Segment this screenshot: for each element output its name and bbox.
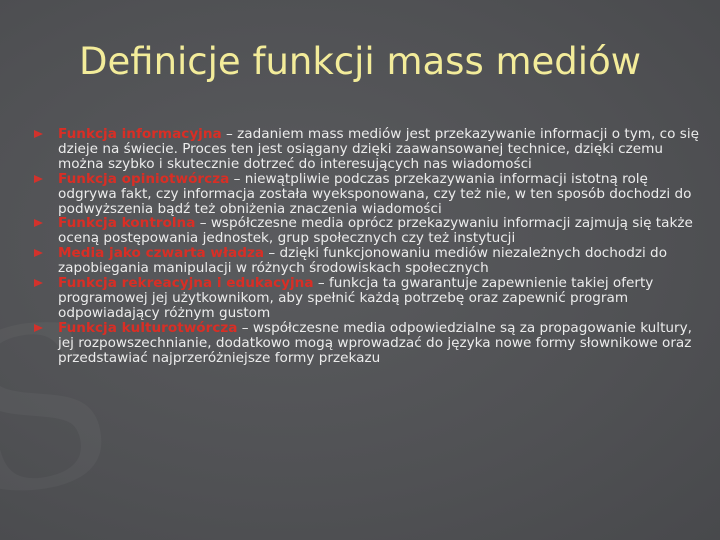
bullet-text: – niewątpliwie podczas przekazywania informacji istotną rolę odgrywa fakt, czy informacja została wyeksponowana, czy też nie, w ten sposób dochodzi do podwyższenia bądź też obniżenia znaczenia wiadomości: [58, 170, 692, 217]
bullet-text: – dzięki funkcjonowaniu mediów niezależnych dochodzi do zapobiegania manipulacji w różnych środowiskach społecznych: [58, 245, 668, 277]
bullet-term: Funkcja kulturotwórcza: [58, 319, 238, 336]
bullet-arrow-icon: [34, 324, 43, 332]
bullet-item: [34, 172, 700, 217]
bullet-text: – funkcja ta gwarantuje zapewnienie takiej oferty programowej jej użytkownikom, aby spełnić każdą potrzebę oraz zapewnić program odpowiadający różnym gustom: [58, 275, 654, 321]
bullet-text: – współczesne media oprócz przekazywaniu informacji zajmują się także oceną postępowania jednostek, grup społecznych czy też instytucji: [58, 215, 693, 247]
bullet-term: Funkcja informacyjna: [58, 126, 222, 142]
bullet-arrow-icon: [34, 219, 43, 227]
bullet-arrow-icon: [34, 175, 43, 183]
bullet-item: [34, 321, 700, 366]
slide-title: Definicje funkcji mass mediów: [79, 40, 641, 83]
bullet-arrow-icon: [34, 279, 43, 287]
bullet-arrow-icon: [34, 249, 43, 257]
bullet-item: [34, 216, 700, 246]
bullet-item: [34, 276, 700, 321]
bullet-item: [34, 246, 700, 276]
bullet-text: – współczesne media odpowiedzialne są za propagowanie kultury, jej rozpowszechnianie, dodatkowo mogą wprowadzać do języka nowe formy słownikowe oraz przedstawiać najprzeróżniejsze formy przekazu: [58, 319, 692, 366]
bullet-term: Media jako czwarta władza: [58, 245, 265, 262]
bullet-text: – zadaniem mass mediów jest przekazywanie informacji o tym, co się dzieje na świecie. Proces ten jest osiągany dzięki zaawansowanej technice, dzięki czemu można szybko i skutecznie dotrzeć do interesujących nas wiadomości: [58, 126, 699, 172]
bullet-list: [34, 127, 700, 366]
bullet-item: [34, 127, 700, 172]
bullet-term: Funkcja opiniotwórcza: [58, 170, 230, 187]
bullet-term: Funkcja kontrolna: [58, 215, 196, 232]
bullet-arrow-icon: [34, 130, 43, 138]
bullet-term: Funkcja rekreacyjna i edukacyjna: [58, 275, 314, 292]
